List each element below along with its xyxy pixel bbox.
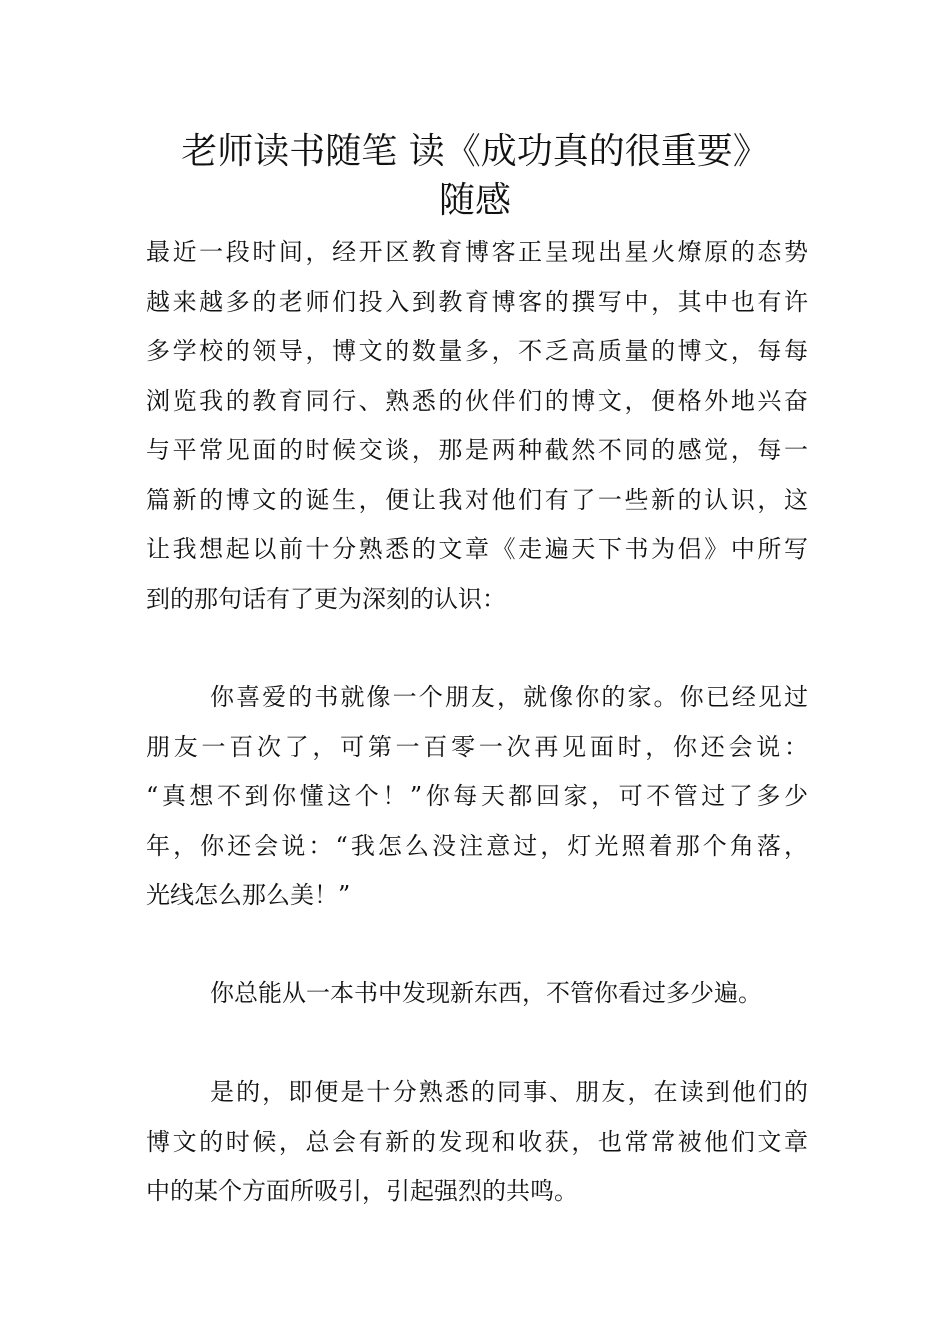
paragraph-line: 是的，即便是十分熟悉的同事、朋友，在读到他们的: [210, 1078, 808, 1106]
paragraph-line: 越来越多的老师们投入到教育博客的撰写中，其中也有许: [146, 287, 808, 316]
paragraph-line: 朋友一百次了，可第一百零一次再见面时，你还会说：: [146, 732, 808, 761]
paragraph-line: “真想不到你懂这个！”你每天都回家，可不管过了多少: [146, 782, 808, 810]
document-title-line-1: 老师读书随笔 读《成功真的很重要》: [181, 131, 769, 172]
paragraph-line: 到的那句话有了更为深刻的认识：: [146, 584, 506, 613]
paragraph-line: 最近一段时间，经开区教育博客正呈现出星火燎原的态势: [146, 238, 808, 266]
paragraph-line: 浏览我的教育同行、熟悉的伙伴们的博文，便格外地兴奋: [146, 386, 808, 415]
paragraph-3: [146, 969, 808, 1019]
paragraph-line: 博文的时候，总会有新的发现和收获，也常常被他们文章: [146, 1127, 808, 1156]
paragraph-4: [146, 1068, 808, 1217]
paragraph-line: 你喜爱的书就像一个朋友，就像你的家。你已经见过: [210, 683, 808, 711]
paragraph-line: 光线怎么那么美！”: [146, 881, 351, 909]
paragraph-1: [146, 228, 808, 624]
document-title-line-2: 随感: [438, 180, 511, 221]
paragraph-line: 让我想起以前十分熟悉的文章《走遍天下书为侣》中所写: [146, 535, 808, 563]
paragraph-line: 多学校的领导，博文的数量多，不乏高质量的博文，每每: [146, 337, 808, 365]
paragraph-line: 你总能从一本书中发现新东西，不管你看过多少遍。: [210, 979, 762, 1007]
paragraph-line: 中的某个方面所吸引，引起强烈的共鸣。: [146, 1177, 578, 1205]
paragraph-line: 篇新的博文的诞生，便让我对他们有了一些新的认识，这: [146, 485, 808, 514]
paragraph-line: 年，你还会说：“我怎么没注意过，灯光照着那个角落，: [146, 831, 808, 860]
paragraph-2-quote: [146, 673, 808, 921]
paragraph-line: 与平常见面的时候交谈，那是两种截然不同的感觉，每一: [146, 436, 808, 464]
